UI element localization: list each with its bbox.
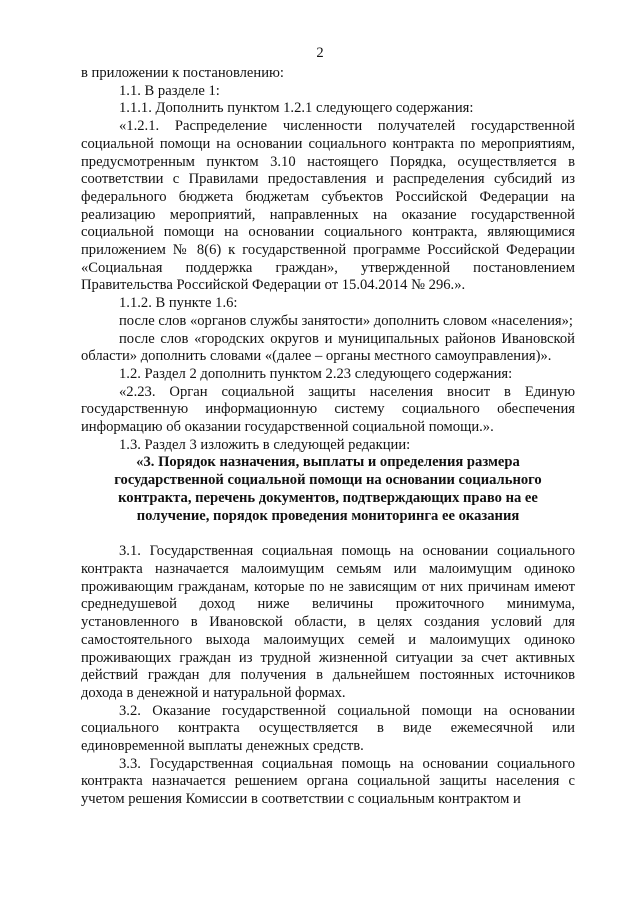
paragraph-3-1: 3.1. Государственная социальная помощь на основании социального контракта назначается малоимущим семьям или малоимущим одиноко проживающим гражданам, которые по не зависящим от них причинам имеют среднедушевой доход ниже величины прожиточного минимума, установленного в Ивановской области, в целях создания условий для самостоятельного выхода малоимущих семей и малоимущих одиноко проживающих граждан из трудной жизненной ситуации за счет активных действий граждан для получения в дальнейшем постоянных источников дохода в денежной и натуральной формах.: [81, 543, 575, 701]
section-3-title: «3. Порядок назначения, выплаты и определения размера государственной социальной помощи на основании социального контракта, перечень документов, подтверждающих право на ее получение, порядок проведения мониторинга ее оказания: [114, 454, 542, 524]
document-body: [81, 65, 575, 809]
page-number: 2: [316, 45, 324, 61]
paragraph-intro: в приложении к постановлению:: [81, 65, 284, 81]
spacer: [81, 525, 575, 543]
paragraph-3-3: 3.3. Государственная социальная помощь на основании социального контракта назначается решением органа социальной защиты населения с учетом решения Комиссии в соответствии с социальным контрактом и: [81, 755, 575, 808]
paragraph-1-3: 1.3. Раздел 3 изложить в следующей редакции:: [119, 436, 411, 453]
paragraph-2-23-quote: «2.23. Орган социальной защиты населения вносит в Единую государственную информационную систему социального обеспечения информацию об оказании государственной социальной помощи.».: [81, 383, 575, 436]
paragraph-1-2-1-quote: «1.2.1. Распределение численности получателей государственной социальной помощи на основании социального контракта по мероприятиям, предусмотренным пунктом 3.10 настоящего Порядка, осуществляется в соответствии с Правилами предоставления и распределения субсидий из федерального бюджета бюджетам субъектов Российской Федерации на реализацию мероприятий, направленных на оказание государственной социальной помощи на основании социального контракта, являющимися приложением № 8(6) к государственной программе Российской Федерации «Социальная поддержка граждан», утвержденной постановлением Правительства Российской Федерации от 15.04.2014 № 296.».: [81, 118, 575, 294]
paragraph-after-words-1: после слов «органов службы занятости» дополнить словом «населения»;: [119, 312, 573, 329]
paragraph-1-2: 1.2. Раздел 2 дополнить пунктом 2.23 следующего содержания:: [119, 365, 513, 382]
paragraph-1-1-1: 1.1.1. Дополнить пунктом 1.2.1 следующего содержания:: [119, 100, 474, 117]
paragraph-after-words-2: после слов «городских округов и муниципальных районов Ивановской области» дополнить словами «(далее – органы местного самоуправления)».: [81, 330, 575, 365]
paragraph-1-1-2: 1.1.2. В пункте 1.6:: [119, 295, 238, 312]
paragraph-3-2: 3.2. Оказание государственной социальной помощи на основании социального контракта осуществляется в виде ежемесячной или единовременной выплаты денежных средств.: [81, 702, 575, 755]
paragraph-1-1: 1.1. В разделе 1:: [119, 82, 220, 99]
